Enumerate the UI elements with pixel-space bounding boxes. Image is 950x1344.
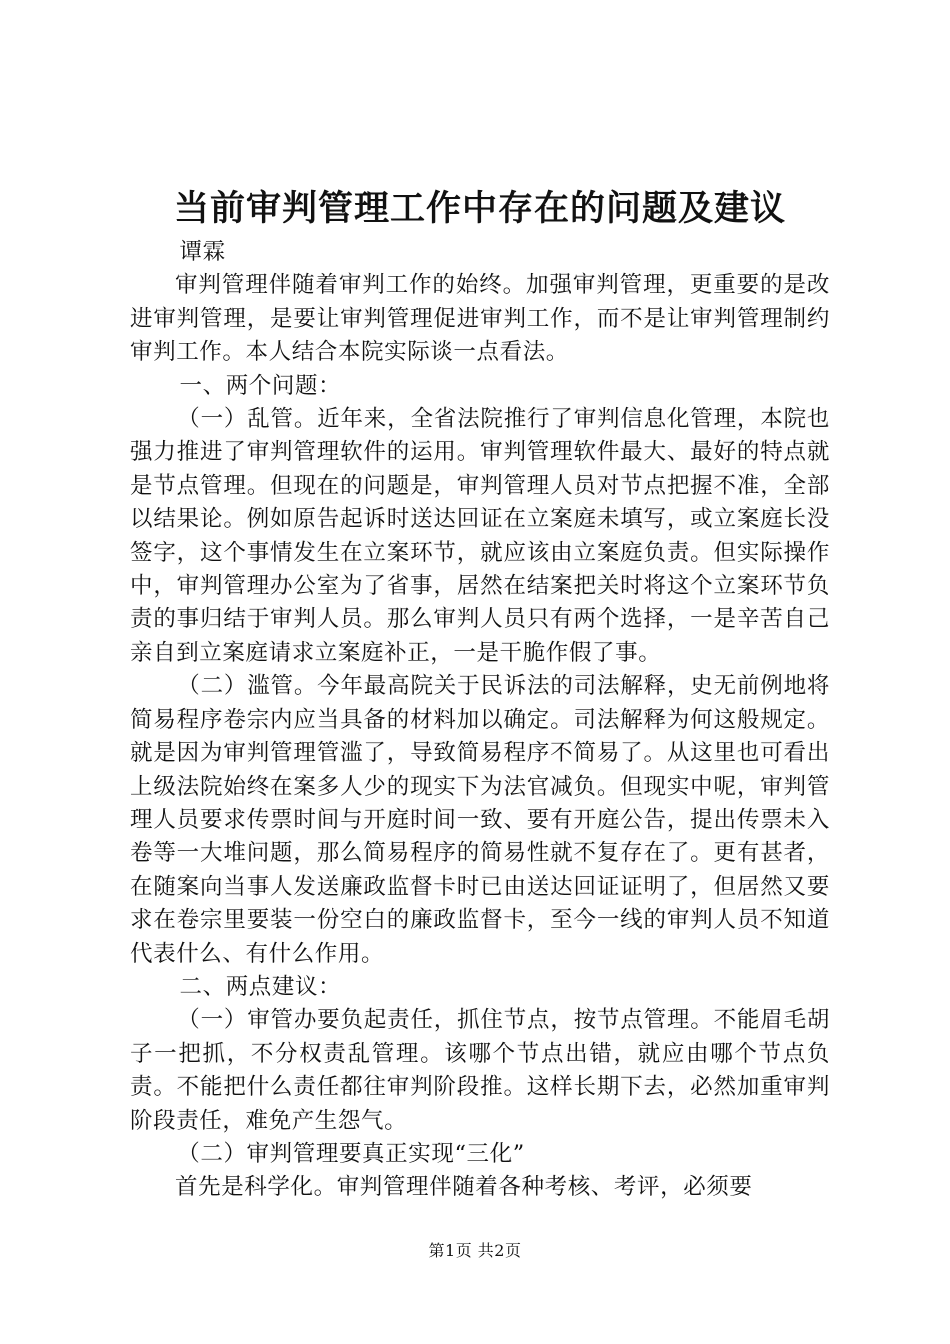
document-body <box>130 236 830 1205</box>
paragraph-problem-1: （一）乱管。近年来，全省法院推行了审判信息化管理，本院也强力推进了审判管理软件的运用。审判管理软件最大、最好的特点就是节点管理。但现在的问题是，审判管理人员对节点把握不准，全部以结果论。例如原告起诉时送达回证在立案庭未填写，或立案庭长没签字，这个事情发生在立案环节，就应该由立案庭负责。但实际操作中，审判管理办公室为了省事，居然在结案把关时将这个立案环节负责的事归结于审判人员。那么审判人员只有两个选择，一是辛苦自己亲自到立案庭请求立案庭补正，一是干脆作假了事。 <box>130 406 830 666</box>
section-heading-problems: 一、两个问题： <box>179 372 342 399</box>
paragraph-problem-2: （二）滥管。今年最高院关于民诉法的司法解释，史无前例地将简易程序卷宗内应当具备的材料加以确定。司法解释为何这般规定。就是因为审判管理管滥了，导致简易程序不简易了。从这里也可看出上级法院始终在案多人少的现实下为法官减负。但现实中呢，审判管理人员要求传票时间与开庭时间一致、要有开庭公告，提出传票未入卷等一大堆问题，那么简易程序的简易性就不复存在了。更有甚者，在随案向当事人发送廉政监督卡时已由送达回证证明了，但居然又要求在卷宗里要装一份空白的廉政监督卡，至今一线的审判人员不知道代表什么、有什么作用。 <box>130 673 830 967</box>
paragraph-suggestion-2-body: 首先是科学化。审判管理伴随着各种考核、考评，必须要 <box>175 1174 753 1201</box>
paragraph-suggestion-2-heading: （二）审判管理要真正实现“三化” <box>177 1140 525 1167</box>
document-title: 当前审判管理工作中存在的问题及建议 <box>173 188 786 229</box>
paragraph-intro: 审判管理伴随着审判工作的始终。加强审判管理，更重要的是改进审判管理，是要让审判管理促进审判工作，而不是让审判管理制约审判工作。本人结合本院实际谈一点看法。 <box>130 272 830 366</box>
author-name: 谭霖 <box>179 239 226 265</box>
document-page <box>130 0 830 1344</box>
page-number-footer: 第1页 共2页 <box>428 1241 522 1260</box>
paragraph-suggestion-1: （一）审管办要负起责任，抓住节点，按节点管理。不能眉毛胡子一把抓，不分权责乱管理。该哪个节点出错，就应由哪个节点负责。不能把什么责任都往审判阶段推。这样长期下去，必然加重审判阶段责任，难免产生怨气。 <box>130 1007 830 1134</box>
section-heading-suggestions: 二、两点建议： <box>179 973 342 1000</box>
